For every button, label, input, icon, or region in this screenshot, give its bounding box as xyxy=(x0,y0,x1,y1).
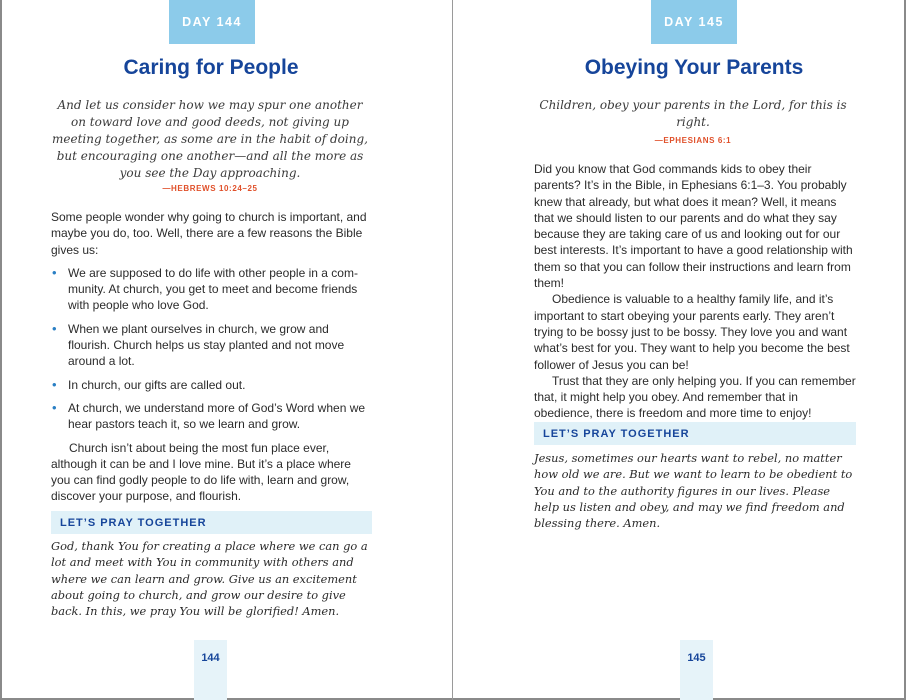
scripture-reference: —HEBREWS 10:24–25 xyxy=(162,184,258,193)
body-paragraph: Did you know that God commands kids to obey their parents? It’s in the Bible, in Ephesians 6:1–3. You probably knew that already, but what does it mean? Well, it means that we should listen to our parents and do what they say because they are taking care of us and looking out for our best interests. It’s important to have a good relationship with them so that you can follow their instructions and learn from them! xyxy=(534,162,853,291)
list-item: • We are supposed to do life with other people in a community. At church, you get to meet and become friends with people who love God. xyxy=(52,264,358,313)
bullet-icon: • xyxy=(52,376,57,392)
body-paragraph: Obedience is valuable to a healthy family life, and it’s important to start obeying your parents early. They aren’t trying to be bossy just to be bossy. They love you and want what’s best for you. They want to help you become the best follower of Jesus you can be! xyxy=(534,292,850,372)
pray-heading: LET’S PRAY TOGETHER xyxy=(51,511,372,534)
bullet-icon: • xyxy=(52,320,57,336)
day-tab: DAY 144 xyxy=(169,0,255,44)
page-title: Caring for People xyxy=(123,56,299,79)
day-tab: DAY 145 xyxy=(651,0,737,44)
scripture-verse: And let us consider how we may spur one another on toward love and good deeds, not giving up meeting together, as some are in the habit of doing, but encouraging one another—and all the more as you see the Day approaching. xyxy=(52,98,368,180)
list-item: • When we plant ourselves in church, we grow and flourish. Church helps us stay planted and not move around a lot. xyxy=(52,320,345,369)
closing-paragraph: Church isn’t about being the most fun place ever, although it can be and I love mine. But it’s a place where you can find godly people to do life with, learn and grow, discover your purpose, and flourish. xyxy=(51,440,351,504)
prayer-text: God, thank You for creating a place where we can go a lot and meet with You in community with others and where we can learn and grow. Give us an excitement about going to church, and grow our desire to give back. In this, we pray You will be glorified! Amen. xyxy=(51,539,368,619)
body-paragraph: Trust that they are only helping you. If you can remember that, it might help you obey. And remember that in obedience, there is freedom and more time to enjoy! xyxy=(534,373,856,421)
bullet-icon: • xyxy=(52,264,57,280)
right-page xyxy=(453,0,904,700)
left-page xyxy=(2,0,452,700)
page-title: Obeying Your Parents xyxy=(584,56,804,79)
devotional-body xyxy=(534,161,856,422)
list-item: • In church, our gifts are called out. xyxy=(52,376,246,392)
devotional-body xyxy=(51,209,371,505)
page-number: 144 xyxy=(194,640,227,700)
page-number: 145 xyxy=(680,640,713,700)
bullet-icon: • xyxy=(52,399,57,415)
intro-paragraph: Some people wonder why going to church is important, and maybe you do, too. Well, there are a few reasons the Bible gives us: xyxy=(51,210,367,257)
prayer-text: Jesus, sometimes our hearts want to rebel, no matter how old we are. But we want to learn to be obedient to You and to the authority figures in our lives. Please help us listen and obey, and may we find freedom and blessing there. Amen. xyxy=(534,451,853,531)
list-item: • At church, we understand more of God’s Word when we hear pastors teach it, so we learn and grow. xyxy=(52,399,366,432)
scripture-reference: —EPHESIANS 6:1 xyxy=(654,136,732,145)
pray-heading: LET’S PRAY TOGETHER xyxy=(534,422,856,445)
scripture-verse: Children, obey your parents in the Lord, for this is right. xyxy=(539,98,847,129)
reasons-list xyxy=(51,265,371,433)
